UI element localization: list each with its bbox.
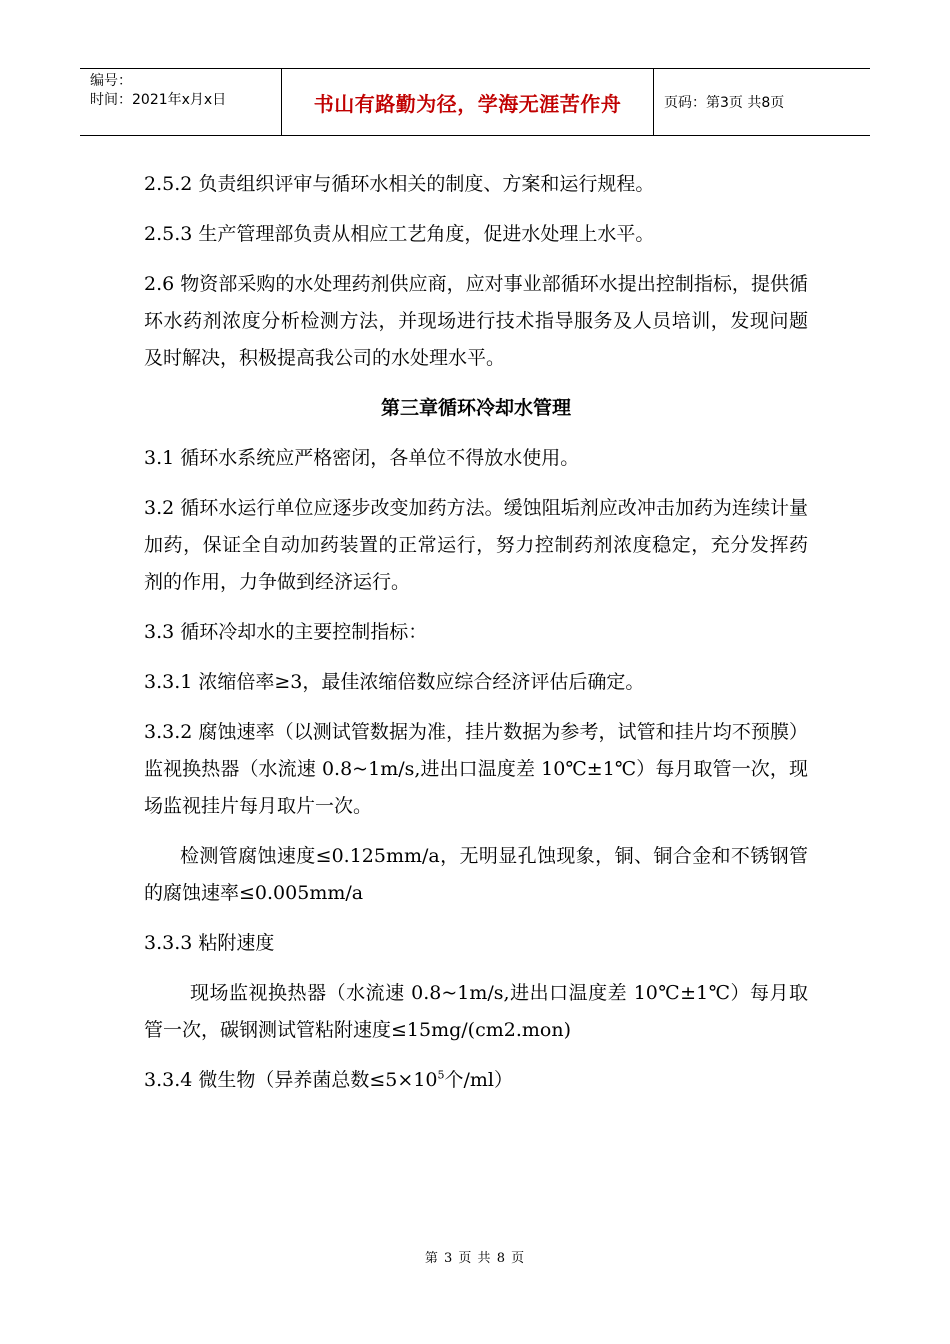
header-page-cell xyxy=(654,69,870,135)
paragraph-3-3-4-unit: 个/ml） xyxy=(444,1069,513,1091)
paragraph-2-6: 2.6 物资部采购的水处理药剂供应商，应对事业部循环水提出控制指标，提供循环水药剂浓度分析检测方法，并现场进行技术指导服务及人员培训，发现问题及时解决，积极提高我公司的水处理水平。 xyxy=(144,273,808,369)
document-body xyxy=(144,166,808,1112)
header-motto: 书山有路勤为径，学海无涯苦作舟 xyxy=(313,91,622,116)
header-meta-cell xyxy=(80,69,282,135)
header-motto-cell xyxy=(282,69,654,135)
paragraph-3-3-2: 3.3.2 腐蚀速率（以测试管数据为准，挂片数据为参考，试管和挂片均不预膜）监视换热器（水流速 0.8~1m/s,进出口温度差 10℃±1℃）每月取管一次，现场监视挂片每月取片一次。 xyxy=(144,721,808,817)
paragraph-3-3-4 xyxy=(144,1062,808,1099)
paragraph-3-2: 3.2 循环水运行单位应逐步改变加药方法。缓蚀阻垢剂应改冲击加药为连续计量加药，保证全自动加药装置的正常运行，努力控制药剂浓度稳定，充分发挥药剂的作用，力争做到经济运行。 xyxy=(144,497,808,593)
header-page-number: 页码：第3页 共8页 xyxy=(664,95,785,111)
paragraph-2-5-3: 2.5.3 生产管理部负责从相应工艺角度，促进水处理上水平。 xyxy=(144,223,655,245)
chapter-heading: 第三章循环冷却水管理 xyxy=(380,397,571,419)
page-header xyxy=(80,68,870,136)
paragraph-3-1: 3.1 循环水系统应严格密闭，各单位不得放水使用。 xyxy=(144,447,580,469)
paragraph-corrosion-limits: 检测管腐蚀速度≤0.125mm/a，无明显孔蚀现象，铜、铜合金和不锈钢管的腐蚀速率≤0.005mm/a xyxy=(144,845,808,904)
page-footer: 第 3 页 共 8 页 xyxy=(424,1251,526,1266)
paragraph-3-3-3: 3.3.3 粘附速度 xyxy=(144,932,275,954)
paragraph-adhesion-rate: 现场监视换热器（水流速 0.8~1m/s,进出口温度差 10℃±1℃）每月取管一次，碳钢测试管粘附速度≤15mg/(cm2.mon) xyxy=(144,982,808,1041)
paragraph-3-3-1: 3.3.1 浓缩倍率≥3，最佳浓缩倍数应综合经济评估后确定。 xyxy=(144,671,645,693)
exponent: 5 xyxy=(437,1068,445,1082)
document-date-label: 时间：2021年x月x日 xyxy=(90,92,227,108)
document-number-label: 编号： xyxy=(90,73,132,89)
paragraph-3-3: 3.3 循环冷却水的主要控制指标： xyxy=(144,621,428,643)
paragraph-2-5-2: 2.5.2 负责组织评审与循环水相关的制度、方案和运行规程。 xyxy=(144,173,655,195)
paragraph-3-3-4-text: 3.3.4 微生物（异养菌总数≤5×10 xyxy=(144,1069,438,1091)
